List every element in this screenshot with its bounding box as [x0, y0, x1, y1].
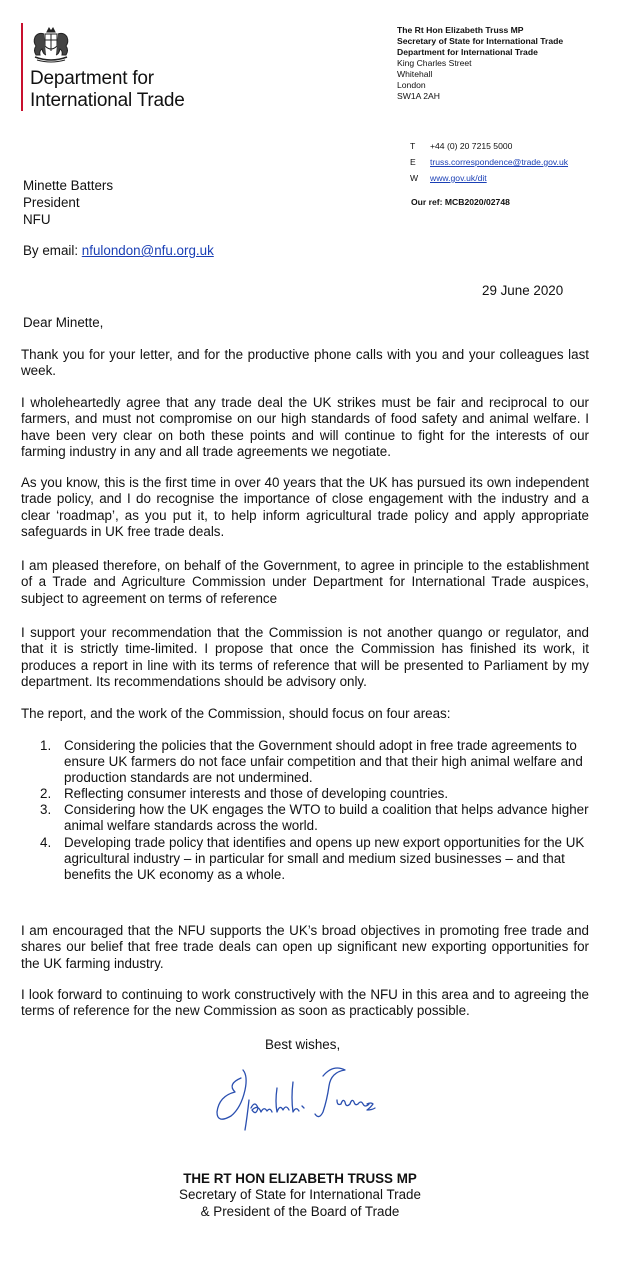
department-name	[30, 68, 185, 112]
reference-number: Our ref: MCB2020/02748	[411, 197, 510, 207]
department-name-line2: International Trade	[30, 90, 185, 111]
list-item-number: 2.	[40, 786, 52, 802]
signer-title-2: & President of the Board of Trade	[200, 1203, 400, 1219]
brand-rule	[21, 23, 23, 111]
phone-label: T	[410, 141, 416, 151]
list-item	[40, 786, 590, 802]
sender-name: The Rt Hon Elizabeth Truss MP	[397, 25, 524, 35]
signer-title-1: Secretary of State for International Trade	[179, 1187, 421, 1203]
focus-areas-list	[40, 738, 590, 883]
address-street: King Charles Street	[397, 58, 472, 68]
recipient-email-link[interactable]: nfulondon@nfu.org.uk	[81, 243, 214, 258]
paragraph-8: I look forward to continuing to work constructively with the NFU in this area and to agreeing the terms of reference for the new Commission as soon as practicably possible.	[21, 987, 589, 1019]
salutation: Dear Minette,	[23, 315, 104, 330]
list-item-text: Considering the policies that the Government should adopt in free trade agreements to ensure UK farmers do not face unfair competition and that their high animal welfare and production standards are not undermined.	[64, 738, 583, 786]
paragraph-6: The report, and the work of the Commission, should focus on four areas:	[21, 706, 451, 721]
closing: Best wishes,	[265, 1037, 341, 1052]
list-item-number: 3.	[40, 802, 52, 818]
web-label: W	[410, 173, 419, 183]
address-city: London	[397, 80, 426, 90]
recipient-title: President	[23, 195, 80, 210]
paragraph-4: I am pleased therefore, on behalf of the Government, to agree in principle to the establishment of a Trade and Agriculture Commission under Department for International Trade auspices, subject to agreement on terms of reference	[21, 558, 589, 606]
web-row	[410, 170, 568, 186]
handwritten-signature	[205, 1058, 405, 1138]
royal-coat-of-arms-icon	[29, 25, 73, 63]
list-item-number: 4.	[40, 834, 52, 850]
website-link[interactable]: www.gov.uk/dit	[430, 173, 487, 183]
paragraph-5: I support your recommendation that the Commission is not another quango or regulator, and that it is strictly time-limited. I propose that once the Commission has finished its work, it produces a report in line with its terms of reference that will be presented to Parliament by my department. Its recommendations should be advisory only.	[21, 625, 589, 689]
by-email-line	[23, 243, 214, 258]
signer-block	[140, 1171, 460, 1220]
email-row	[410, 154, 568, 170]
list-item-text: Considering how the UK engages the WTO to build a coalition that helps advance higher animal welfare standards across the world.	[64, 802, 589, 834]
list-item-text: Developing trade policy that identifies and opens up new export opportunities for the UK agricultural industry – in particular for small and medium sized businesses – and that benefits the UK economy as a whole.	[64, 834, 585, 882]
phone-number: +44 (0) 20 7215 5000	[430, 141, 513, 151]
sender-role: Secretary of State for International Trade	[397, 36, 564, 46]
by-email-label: By email:	[23, 243, 82, 258]
contact-details	[410, 138, 568, 186]
paragraph-7: I am encouraged that the NFU supports the UK’s broad objectives in promoting free trade and shares our belief that free trade deals can open up significant new exporting opportunities for the UK farming industry.	[21, 923, 589, 971]
recipient-organisation: NFU	[23, 212, 51, 227]
list-item	[40, 738, 590, 786]
paragraph-3: As you know, this is the first time in over 40 years that the UK has pursued its own independent trade policy, and I do recognise the importance of close engagement with the industry and a clear ‘roadmap’, as you put it, to help inform agricultural trade policy and apply appropriate safeguards in UK free trade deals.	[21, 475, 589, 539]
recipient-name: Minette Batters	[23, 178, 114, 193]
list-item-text: Reflecting consumer interests and those of developing countries.	[64, 786, 449, 802]
department-name-line1: Department for	[30, 68, 154, 89]
email-label: E	[410, 157, 416, 167]
correspondence-email-link[interactable]: truss.correspondence@trade.gov.uk	[430, 157, 569, 167]
list-item	[40, 802, 590, 834]
letter-date: 29 June 2020	[482, 283, 564, 298]
paragraph-2: I wholeheartedly agree that any trade deal the UK strikes must be fair and reciprocal to our farmers, and must not compromise on our high standards of food safety and animal welfare. I have been very clear on both these points and will continue to fight for the interests of our farming industry in any and all trade agreements we negotiate.	[21, 395, 589, 459]
phone-row	[410, 138, 568, 154]
list-item-number: 1.	[40, 738, 52, 753]
paragraph-1: Thank you for your letter, and for the productive phone calls with you and your colleagues last week.	[21, 347, 589, 379]
address-postcode: SW1A 2AH	[397, 91, 440, 101]
address-area: Whitehall	[397, 69, 433, 79]
signer-name: THE RT HON ELIZABETH TRUSS MP	[183, 1171, 417, 1186]
list-item	[40, 835, 590, 883]
sender-department: Department for International Trade	[397, 47, 538, 57]
recipient-block	[23, 177, 113, 228]
sender-address	[397, 25, 563, 102]
